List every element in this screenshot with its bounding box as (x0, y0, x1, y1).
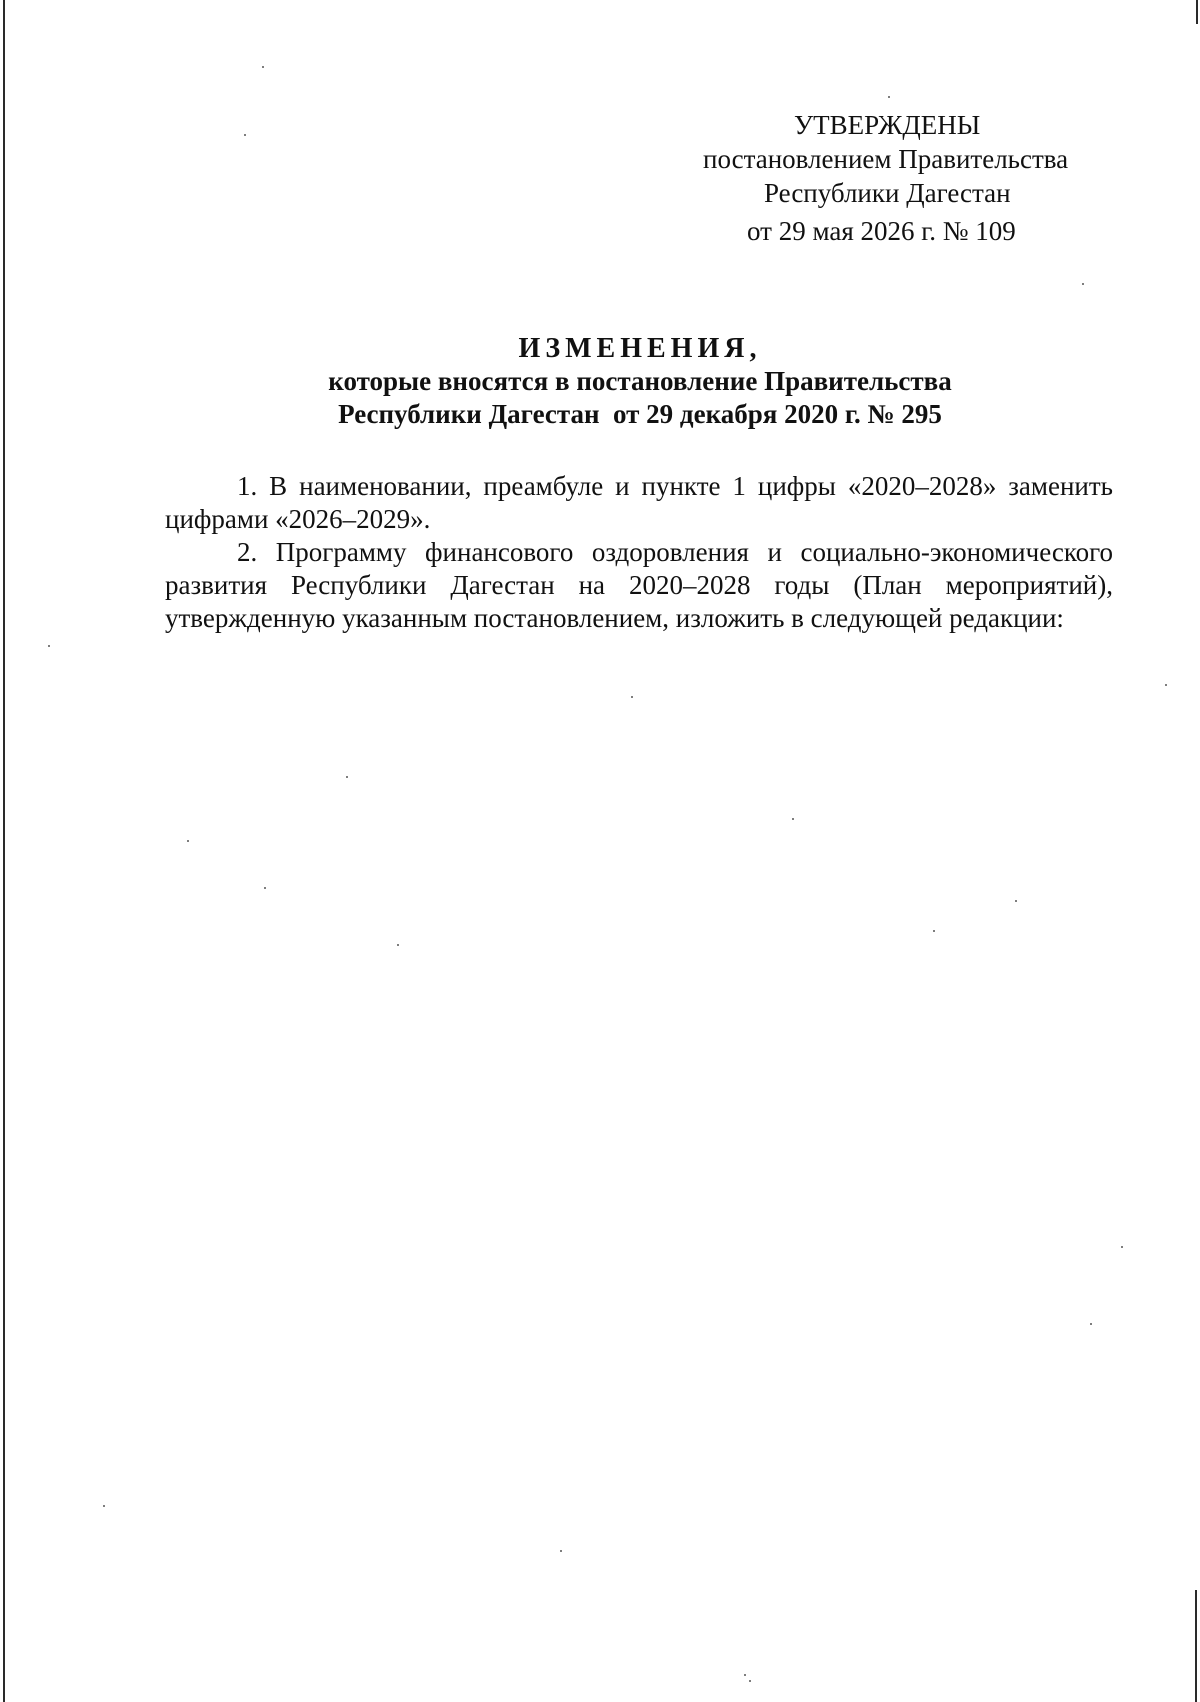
scan-speck (48, 645, 50, 647)
scan-speck (187, 840, 189, 842)
scan-edge-left (3, 0, 5, 1702)
title-subtitle-line-1: которые вносятся в постановление Правительства (328, 366, 952, 396)
title-subtitle-line-2: Республики Дагестан от 29 декабря 2020 г. № 295 (338, 399, 942, 429)
scan-speck (103, 1505, 105, 1507)
title-changes: ИЗМЕНЕНИЯ, (518, 333, 762, 364)
scan-speck (1165, 684, 1167, 686)
scan-speck (1015, 900, 1017, 902)
scan-speck (397, 944, 399, 946)
scan-speck (262, 66, 264, 68)
scan-speck (888, 96, 890, 98)
scan-speck (749, 1680, 751, 1682)
scan-speck (1090, 1323, 1092, 1325)
scan-speck (792, 818, 794, 820)
scan-speck (933, 930, 935, 932)
approval-line-approved: УТВЕРЖДЕНЫ (794, 110, 981, 140)
body-paragraph-2: 2. Программу финансового оздоровления и социально-экономического развития Республики Дагестан на 2020–2028 годы (План мероприятий), утвержденную указанным постановлением, изложить в следующей редакции: (165, 537, 1113, 633)
scan-speck (346, 776, 348, 778)
document-body (165, 470, 1113, 635)
scan-edge-right-bottom (1195, 1590, 1197, 1702)
approval-line-republic: Республики Дагестан (764, 178, 1011, 208)
body-paragraph-1: 1. В наименовании, преамбуле и пункте 1 цифры «2020–2028» заменить цифрами «2026–2029». (165, 471, 1113, 534)
scan-speck (264, 887, 266, 889)
scan-speck (244, 134, 246, 136)
scan-speck (1082, 283, 1084, 285)
scan-edge-right-top (1196, 0, 1198, 24)
approval-stamp-block (640, 108, 1110, 248)
document-title (130, 332, 1150, 431)
approval-line-resolution: постановлением Правительства (703, 144, 1069, 174)
scan-speck (560, 1550, 562, 1552)
approval-line-date-number: от 29 мая 2026 г. № 109 (747, 216, 1016, 246)
scan-speck (1121, 1246, 1123, 1248)
scan-speck (744, 1674, 746, 1676)
scan-speck (631, 696, 633, 698)
